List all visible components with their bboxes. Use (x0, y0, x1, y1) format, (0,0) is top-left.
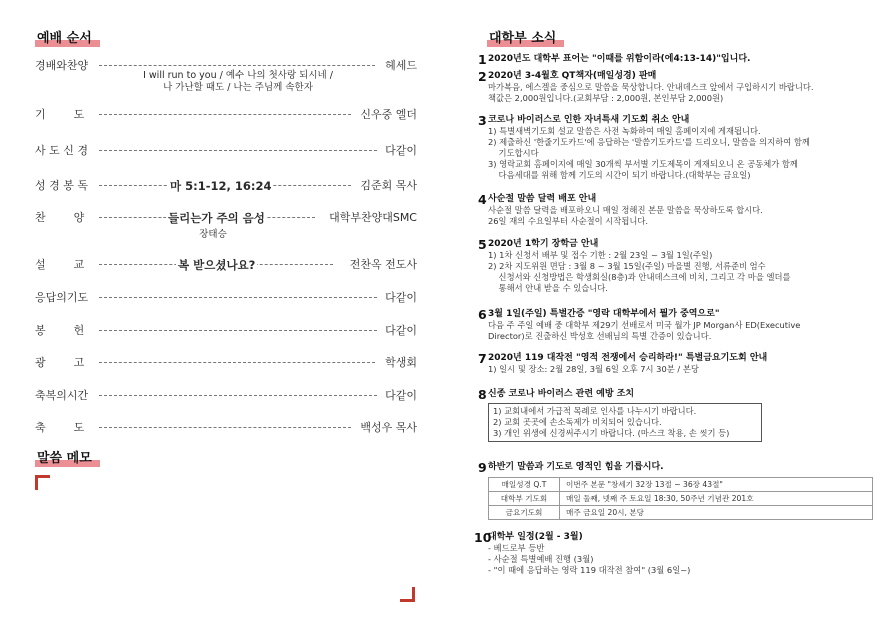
order-leader: 전찬옥 전도사 (349, 258, 417, 271)
news-item (474, 530, 873, 576)
order-row (35, 257, 417, 273)
table-row (489, 478, 873, 492)
order-row (35, 178, 417, 194)
news-item-heading: 2020년도 대학부 표어는 "이때를 위함이라(에4:13-14)"입니다. (488, 54, 751, 64)
news-item-body (488, 364, 873, 375)
worship-order-title: 예배 순서 (37, 31, 92, 47)
news-item-number: 8 (478, 387, 487, 402)
prevention-box (488, 403, 762, 442)
news-item-heading: 신종 코로나 바이러스 관련 예방 조치 (488, 389, 635, 399)
order-label: 기 도 (35, 108, 85, 121)
news-item (478, 307, 873, 342)
news-item-heading: 코로나 바이러스로 인한 자녀특새 기도회 취소 안내 (488, 115, 690, 125)
order-leader: 다같이 (385, 144, 417, 157)
order-label: 축복의시간 (35, 389, 89, 402)
news-item-heading: 2020년 3-4월호 QT책자(매일성경) 판매 (488, 71, 657, 81)
dotted-leader (99, 330, 377, 331)
order-leader: 다같이 (385, 291, 417, 304)
order-leader: 학생회 (385, 356, 417, 369)
news-item-heading: 2020년 119 대작전 "영적 전쟁에서 승리하라!" 특별금요기도회 안내 (488, 353, 768, 363)
order-leader: 대학부찬양대SMC (329, 211, 417, 224)
news-item-heading: 사순절 말씀 달력 배포 안내 (488, 194, 597, 204)
worship-order-panel (0, 0, 440, 633)
news-item (478, 237, 873, 294)
worship-songs-line-1: I will run to you / 예수 나의 첫사랑 되시네 / (143, 70, 333, 81)
dotted-leader (99, 297, 377, 298)
order-leader: 백성우 목사 (360, 421, 417, 434)
dotted-leader (99, 362, 375, 363)
schedule-table (488, 477, 873, 520)
news-item-line: Director)로 진출하신 박성호 선배님의 특별 간증이 있습니다. (488, 331, 712, 341)
memo-corner-bottom-right (400, 587, 415, 602)
dotted-leader (99, 150, 377, 151)
order-leader: 헤세드 (385, 59, 417, 72)
dotted-leader (99, 114, 351, 115)
order-row (35, 388, 417, 404)
news-item-number: 4 (478, 192, 487, 207)
order-row (35, 323, 417, 339)
order-label: 설 교 (35, 258, 85, 271)
schedule-value: 매일 둘째, 넷째 주 토요일 18:30, 50주년 기념관 201호 (560, 492, 873, 506)
news-item (478, 52, 873, 67)
schedule-key: 대학부 기도회 (489, 492, 560, 506)
news-item-heading: 하반기 말씀과 기도로 영적인 힘을 기릅시다. (488, 462, 664, 472)
order-row (35, 355, 417, 371)
news-title: 대학부 소식 (489, 31, 556, 47)
dotted-leader (99, 427, 351, 428)
order-leader: 신우중 엘더 (360, 108, 417, 121)
news-item-line: 마가복음, 에스겔을 중심으로 말씀을 묵상합니다. 안내데스크 앞에서 구입하시기 바랍니다. (488, 82, 814, 92)
prevention-line: 3) 개인 위생에 신경써주시기 바랍니다. (마스크 착용, 손 씻기 등) (493, 428, 730, 438)
order-content: 마 5:1-12, 16:24 (170, 179, 272, 193)
news-item-line: 다음세대를 위해 함께 기도의 시간이 되기 바랍니다.(대학부는 금요일) (488, 170, 751, 180)
news-item (478, 192, 873, 227)
schedule-value: 이번주 본문 "창세기 32장 13절 ~ 36장 43절" (560, 478, 873, 492)
news-item-line: 1) 특별새벽기도회 설교 말씀은 사전 녹화하여 매일 홈페이지에 게재됩니다. (488, 126, 761, 136)
news-item-body (488, 250, 873, 294)
news-item-line: 1) 1차 신청서 배부 및 접수 기한 : 2월 23일 ~ 3월 1일(주일) (488, 250, 713, 260)
order-label: 사 도 신 경 (35, 144, 88, 157)
news-item-number: 10 (474, 530, 492, 545)
news-item-line: 3) 영락교회 홈페이지에 매일 30개씩 부서별 기도제목이 게재되오니 온 공동체가 함께 (488, 159, 798, 169)
sermon-memo-title: 말씀 메모 (37, 451, 92, 467)
order-row (35, 290, 417, 306)
worship-songs-line-2: 나 가난할 때도 / 나는 주님께 속한자 (163, 82, 313, 93)
news-item-line: 기도합시다 (488, 148, 539, 158)
choir-sub-label: 장태승 (199, 229, 227, 240)
news-item-line: 신청서와 신청방법은 학생회실(8층)과 안내데스크에 비치, 그리고 각 마을 엘더를 (488, 272, 791, 282)
news-item-line: - 사순절 특별예배 진행 (3월) (488, 554, 594, 564)
news-item-number: 5 (478, 237, 487, 252)
order-label: 광 고 (35, 356, 85, 369)
news-item-number: 7 (478, 351, 487, 366)
news-item-body (488, 82, 873, 104)
order-content: 들리는가 주의 음성 (168, 211, 265, 225)
order-row (35, 143, 417, 159)
news-item (478, 460, 873, 520)
order-label: 찬 양 (35, 211, 85, 224)
news-item-number: 3 (478, 113, 487, 128)
news-item-line: 통해서 안내 받을 수 있습니다. (488, 283, 608, 293)
order-leader: 다같이 (385, 324, 417, 337)
news-item (478, 387, 873, 442)
news-item-line: 책값은 2,000원입니다.(교회부담 : 2,000원, 본인부담 2,000원) (488, 93, 724, 103)
news-item-heading: 3월 1일(주일) 특별간증 "영락 대학부에서 뭘가 중역으로" (488, 309, 720, 319)
prevention-line: 1) 교회내에서 가급적 목례로 인사를 나누시기 바랍니다. (493, 406, 697, 416)
news-item-number: 9 (478, 460, 487, 475)
order-label: 축 도 (35, 421, 85, 434)
table-row (489, 492, 873, 506)
news-panel (440, 0, 881, 633)
news-item-line: 사순절 말씀 달력을 배포하오니 매일 정해진 본문 말씀을 묵상하도록 합시다. (488, 205, 763, 215)
news-item-line: 다음 주 주일 예배 중 대학부 제29기 선배로서 미국 월가 JP Morgan사 ED(Executive (488, 320, 801, 330)
news-item-line: 2) 제출하신 '한줄기도카드'에 응답하는 '말씀기도카드'를 드리오니, 말씀을 의지하여 함께 (488, 137, 810, 147)
news-item-number: 6 (478, 307, 487, 322)
order-row (35, 107, 417, 123)
order-row (35, 420, 417, 436)
schedule-value: 매주 금요일 20시, 본당 (560, 506, 873, 520)
order-leader: 김준회 목사 (360, 179, 417, 192)
news-item-line: - 베드로부 등반 (488, 543, 545, 553)
prevention-line: 2) 교회 곳곳에 손소독제가 비치되어 있습니다. (493, 417, 662, 427)
memo-corner-top-left (35, 475, 50, 490)
schedule-key: 매일성경 Q.T (489, 478, 560, 492)
news-item (478, 351, 873, 375)
news-item-body (488, 320, 873, 342)
news-item-number: 2 (478, 69, 487, 84)
order-label: 성 경 봉 독 (35, 179, 88, 192)
news-item-line: 1) 일시 및 장소: 2월 28일, 3월 6일 오후 7시 30분 / 본당 (488, 364, 699, 374)
news-item-line: 26일 재의 수요일부터 사순절이 시작됩니다. (488, 216, 648, 226)
schedule-key: 금요기도회 (489, 506, 560, 520)
dotted-leader (99, 65, 375, 66)
order-leader: 다같이 (385, 389, 417, 402)
news-item-body (488, 543, 873, 576)
news-item (478, 69, 873, 104)
table-row (489, 506, 873, 520)
news-item-body (488, 205, 873, 227)
news-item-heading: 2020년 1학기 장학금 안내 (488, 239, 599, 249)
order-content: 복 받으셨나요? (178, 258, 256, 272)
news-item-line: 2) 2차 지도위원 면담 : 3월 8 ~ 3월 15일(주일) 마을별 진행, 서류준비 엄수 (488, 261, 766, 271)
order-label: 응답의기도 (35, 291, 89, 304)
order-label: 경배와찬양 (35, 59, 89, 72)
news-item-body (488, 126, 873, 181)
dotted-leader (99, 395, 377, 396)
news-item-heading: 대학부 일정(2월 - 3월) (488, 532, 583, 542)
news-item-line: - "이 때에 응답하는 영락 119 대작전 참여" (3월 6일~) (488, 565, 691, 575)
news-item (478, 113, 873, 181)
news-item-number: 1 (478, 52, 487, 67)
order-label: 봉 헌 (35, 324, 85, 337)
order-row (35, 210, 417, 226)
